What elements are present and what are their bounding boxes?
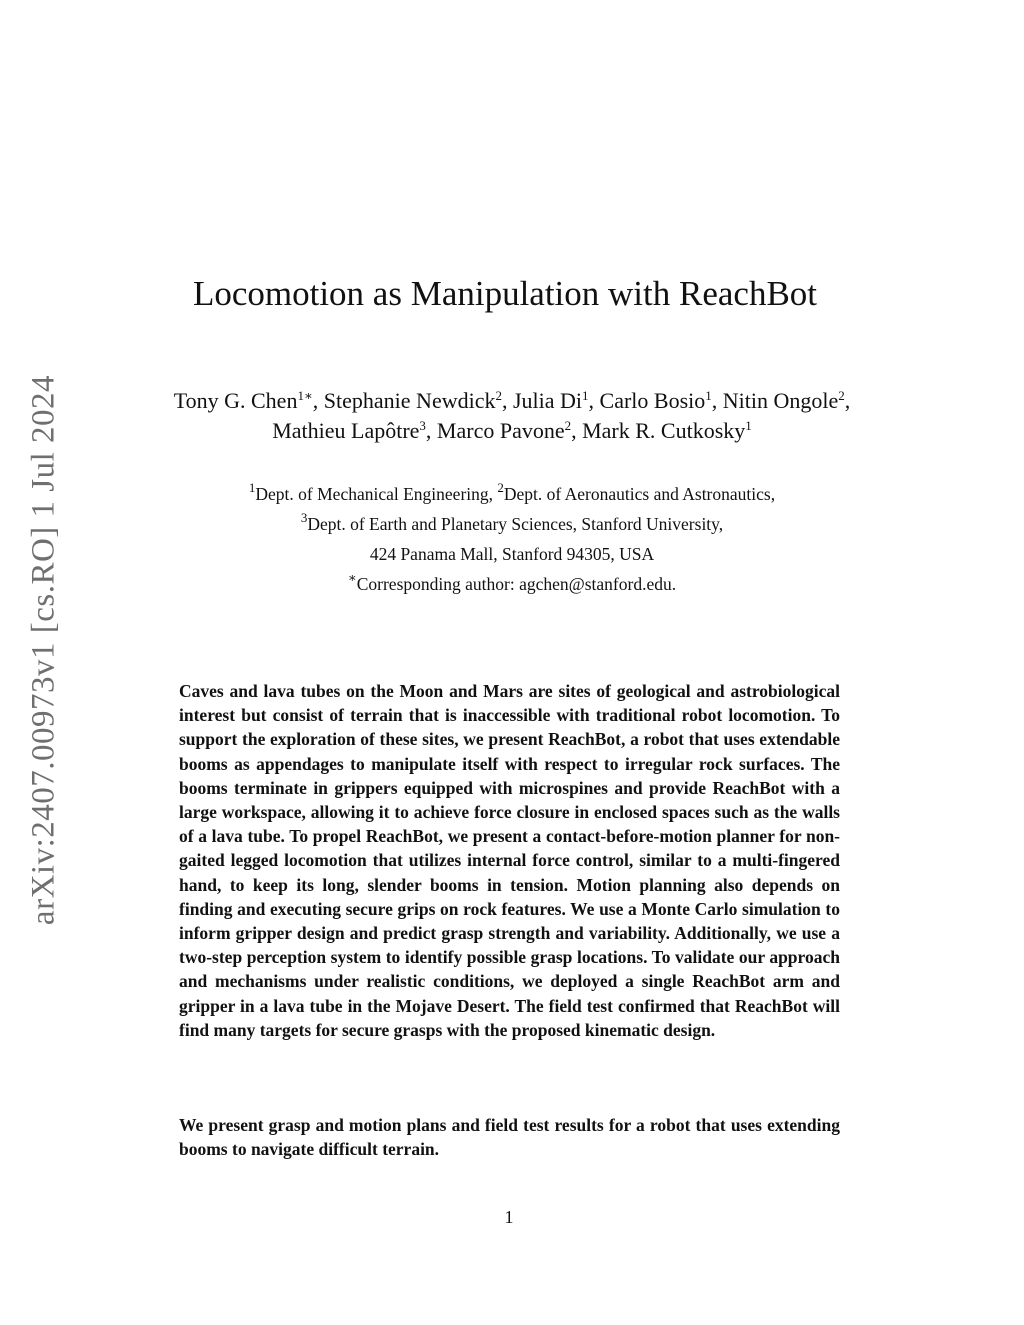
- affiliation-mark: 2: [497, 480, 504, 495]
- author-name: Stephanie Newdick: [323, 388, 496, 413]
- author-name: Mark R. Cutkosky: [582, 418, 746, 443]
- author-affiliation-mark: 2: [495, 388, 502, 403]
- author-name: Carlo Bosio: [599, 388, 706, 413]
- affiliation-mark: 1: [248, 480, 256, 495]
- one-sentence-summary: We present grasp and motion plans and field test results for a robot that uses extending booms to navigate difficult terrain.: [179, 1115, 840, 1160]
- author-name: Marco Pavone: [436, 418, 565, 443]
- corresponding-author: [0, 569, 1024, 599]
- corresponding-mark: ∗: [347, 570, 357, 585]
- author-name: Julia Di: [512, 388, 583, 413]
- author-affiliation-mark: 2: [564, 418, 572, 433]
- author-name: Mathieu Lapôtre: [272, 418, 420, 443]
- author-affiliation-mark: 3: [419, 418, 426, 433]
- author-affiliation-mark: 1∗: [297, 388, 313, 403]
- abstract: [179, 679, 840, 1042]
- author-affiliation-mark: 1: [582, 388, 589, 403]
- affiliation-earth-sciences: Dept. of Earth and Planetary Sciences, Stanford University,: [307, 514, 724, 534]
- affiliation-line: [0, 509, 1024, 539]
- author-affiliation-mark: 1: [705, 388, 712, 403]
- page-number: 1: [504, 1207, 514, 1227]
- arxiv-identifier-stamp: arXiv:2407.00973v1 [cs.RO] 1 Jul 2024: [25, 374, 62, 926]
- author-name: Tony G. Chen: [173, 388, 298, 413]
- paper-title: Locomotion as Manipulation with ReachBot: [192, 274, 818, 313]
- affiliation-address: 424 Panama Mall, Stanford 94305, USA: [369, 544, 655, 564]
- affiliation-mechanical: Dept. of Mechanical Engineering,: [255, 484, 498, 504]
- affiliations: [0, 479, 1024, 599]
- author-affiliation-mark: 2: [838, 388, 845, 403]
- affiliation-line: [0, 479, 1024, 509]
- corresponding-author-text: Corresponding author: agchen@stanford.edu.: [356, 574, 677, 594]
- affiliation-mark: 3: [300, 510, 308, 525]
- author-list: Tony G. Chen$^{1∗}$, Stephanie Newdick$^2$, Julia Di$^1$, Carlo Bosio$^1$, Nitin Ongole$^2$, Mathieu Lapôtre$^3$, Marco Pavone$^2$, Mark R. Cutkosky$^1$: [173, 388, 851, 443]
- author-affiliation-mark: 1: [745, 418, 752, 433]
- author-name: Nitin Ongole: [722, 388, 839, 413]
- affiliation-aeronautics: Dept. of Aeronautics and Astronautics,: [503, 484, 776, 504]
- abstract-text: Caves and lava tubes on the Moon and Mars are sites of geological and astrobiological interest but consist of terrain that is inaccessible with traditional robot locomotion. To support the exploration of these sites, we present ReachBot, a robot that uses extendable booms as appendages to manipulate itself with respect to irregular rock surfaces. The booms terminate in grippers equipped with microspines and provide ReachBot with a large workspace, allowing it to achieve force closure in enclosed spaces such as the walls of a lava tube. To propel ReachBot, we present a contact-before-motion planner for non-gaited legged locomotion that utilizes internal force control, similar to a multi-fingered hand, to keep its long, slender booms in tension. Motion planning also depends on finding and executing secure grips on rock features. We use a Monte Carlo simulation to inform gripper design and predict grasp strength and variability. Additionally, we use a two-step perception system to identify possible grasp locations. To validate our approach and mechanisms under realistic conditions, we deployed a single ReachBot arm and gripper in a lava tube in the Mojave Desert. The field test confirmed that ReachBot will find many targets for secure grasps with the proposed kinematic design.: [179, 681, 840, 1040]
